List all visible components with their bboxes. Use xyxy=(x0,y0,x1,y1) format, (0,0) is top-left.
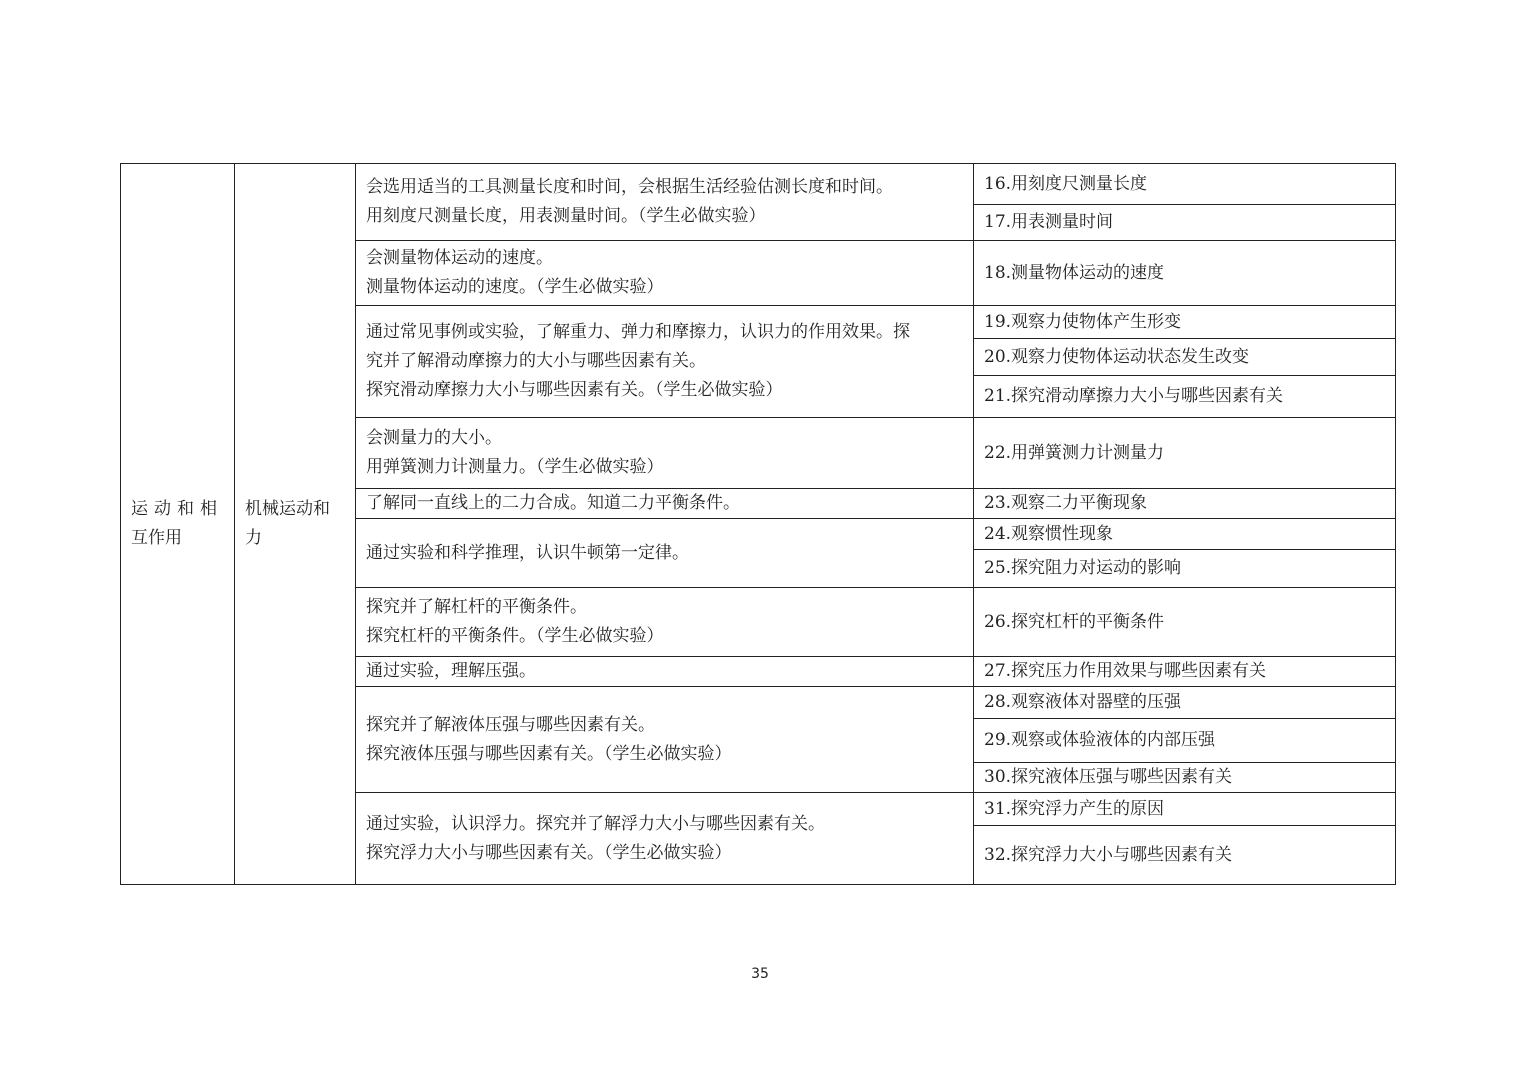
experiment-cell: 28.观察液体对器壁的压强 xyxy=(974,687,1396,719)
experiment-cell: 21.探究滑动摩擦力大小与哪些因素有关 xyxy=(974,376,1396,418)
requirement-cell xyxy=(356,588,974,657)
experiment-cell: 26.探究杠杆的平衡条件 xyxy=(974,588,1396,657)
category-level-1-line1: 运动和相 xyxy=(131,499,223,519)
experiment-cell: 30.探究液体压强与哪些因素有关 xyxy=(974,763,1396,793)
experiment-cell: 31.探究浮力产生的原因 xyxy=(974,793,1396,826)
category-level-1-line2: 互作用 xyxy=(131,528,182,548)
requirement-line: 探究浮力大小与哪些因素有关。（学生必做实验） xyxy=(366,842,732,863)
experiment-cell: 22.用弹簧测力计测量力 xyxy=(974,418,1396,489)
requirement-line: 通过实验和科学推理，认识牛顿第一定律。 xyxy=(366,542,689,563)
experiment-table xyxy=(120,163,1396,885)
requirement-cell xyxy=(356,519,974,588)
experiment-cell: 25.探究阻力对运动的影响 xyxy=(974,550,1396,588)
experiment-cell: 20.观察力使物体运动状态发生改变 xyxy=(974,339,1396,376)
category-level-2-line1: 机械运动和 xyxy=(245,499,330,519)
requirement-cell xyxy=(356,306,974,418)
experiment-cell: 29.观察或体验液体的内部压强 xyxy=(974,719,1396,763)
experiment-cell: 16.用刻度尺测量长度 xyxy=(974,164,1396,205)
requirement-line: 通过常见事例或实验，了解重力、弹力和摩擦力，认识力的作用效果。探 xyxy=(366,322,910,342)
requirement-line: 探究并了解液体压强与哪些因素有关。 xyxy=(366,714,655,735)
experiment-cell: 27.探究压力作用效果与哪些因素有关 xyxy=(974,657,1396,687)
category-level-1-cell xyxy=(121,164,235,885)
requirement-line: 探究液体压强与哪些因素有关。（学生必做实验） xyxy=(366,743,732,764)
requirement-cell xyxy=(356,657,974,687)
experiment-cell: 24.观察惯性现象 xyxy=(974,519,1396,550)
experiment-cell: 32.探究浮力大小与哪些因素有关 xyxy=(974,826,1396,885)
requirement-line: 了解同一直线上的二力合成。知道二力平衡条件。 xyxy=(366,493,740,513)
requirement-line: 探究杠杆的平衡条件。（学生必做实验） xyxy=(366,626,664,646)
experiment-cell: 18.测量物体运动的速度 xyxy=(974,241,1396,306)
requirement-cell xyxy=(356,418,974,489)
requirement-cell xyxy=(356,241,974,306)
requirement-line: 会选用适当的工具测量长度和时间，会根据生活经验估测长度和时间。 xyxy=(366,177,893,197)
experiment-cell: 17.用表测量时间 xyxy=(974,205,1396,241)
requirement-line: 究并了解滑动摩擦力的大小与哪些因素有关。 xyxy=(366,351,706,371)
requirement-line: 测量物体运动的速度。（学生必做实验） xyxy=(366,277,664,297)
requirement-line: 探究并了解杠杆的平衡条件。 xyxy=(366,597,587,617)
requirement-cell xyxy=(356,687,974,793)
experiment-cell: 23.观察二力平衡现象 xyxy=(974,489,1396,519)
requirement-line: 用刻度尺测量长度，用表测量时间。（学生必做实验） xyxy=(366,206,766,226)
requirement-line: 会测量力的大小。 xyxy=(366,428,502,448)
requirement-cell xyxy=(356,489,974,519)
requirement-line: 通过实验，认识浮力。探究并了解浮力大小与哪些因素有关。 xyxy=(366,813,825,834)
requirement-line: 探究滑动摩擦力大小与哪些因素有关。（学生必做实验） xyxy=(366,380,783,400)
requirement-cell xyxy=(356,793,974,885)
table-row xyxy=(121,164,1396,205)
experiment-cell: 19.观察力使物体产生形变 xyxy=(974,306,1396,339)
requirement-line: 会测量物体运动的速度。 xyxy=(366,248,553,268)
category-level-2-line2: 力 xyxy=(245,528,262,548)
page-number: 35 xyxy=(751,966,769,982)
requirement-cell xyxy=(356,164,974,241)
category-level-2-cell xyxy=(235,164,356,885)
requirement-line: 用弹簧测力计测量力。（学生必做实验） xyxy=(366,457,664,477)
requirement-line: 通过实验，理解压强。 xyxy=(366,661,536,681)
